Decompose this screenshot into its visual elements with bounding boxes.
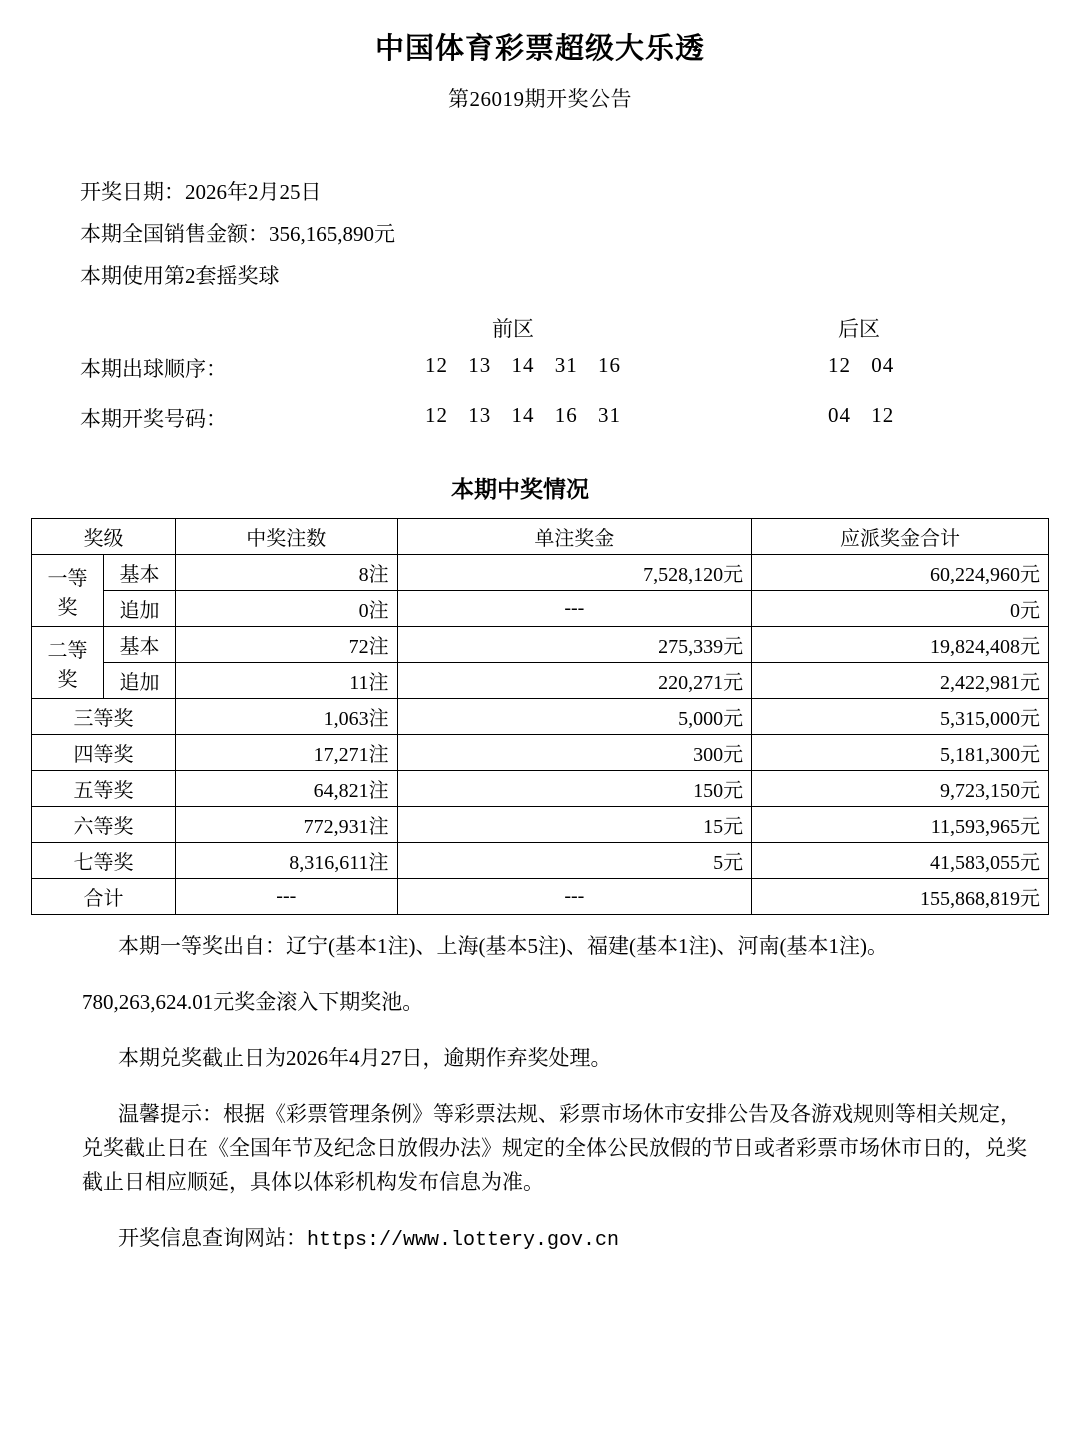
table-row-total bbox=[32, 879, 1049, 915]
table-row bbox=[32, 843, 1049, 879]
prize-total: 0元 bbox=[752, 591, 1049, 627]
column-header-total: 应派奖金合计 bbox=[752, 519, 1049, 555]
prize-level-second: 二等奖 bbox=[32, 627, 104, 699]
prize-total: 5,315,000元 bbox=[752, 699, 1049, 735]
prize-total: 2,422,981元 bbox=[752, 663, 1049, 699]
winning-numbers-label: 本期开奖号码： bbox=[80, 407, 227, 431]
prize-sub-additional: 追加 bbox=[104, 663, 176, 699]
page-subtitle: 第26019期开奖公告 bbox=[448, 87, 632, 111]
prize-count: 772,931注 bbox=[176, 807, 398, 843]
prize-count: --- bbox=[176, 879, 398, 915]
table-row bbox=[32, 771, 1049, 807]
winning-front-numbers bbox=[425, 403, 635, 428]
column-header-count: 中奖注数 bbox=[176, 519, 398, 555]
prize-level-first: 一等奖 bbox=[32, 555, 104, 627]
ball-order-front-2: 13 bbox=[468, 353, 492, 377]
zone-heading-row bbox=[0, 313, 1080, 353]
table-row bbox=[32, 663, 1049, 699]
ball-order-front-5: 16 bbox=[598, 353, 621, 377]
prize-level-third: 三等奖 bbox=[32, 699, 176, 735]
prize-total: 11,593,965元 bbox=[752, 807, 1049, 843]
table-row bbox=[32, 555, 1049, 591]
ball-order-back-numbers bbox=[828, 353, 908, 378]
winning-front-1: 12 bbox=[425, 403, 448, 427]
prize-count: 1,063注 bbox=[176, 699, 398, 735]
notes-block bbox=[40, 929, 1040, 1258]
prize-unit: --- bbox=[397, 879, 752, 915]
ball-order-row bbox=[0, 353, 1080, 403]
winning-front-5: 31 bbox=[598, 403, 621, 427]
warm-tip-note: 温馨提示：根据《彩票管理条例》等彩票法规、彩票市场休市安排公告及各游戏规则等相关规定，兑奖截止日在《全国年节及纪念日放假办法》规定的全体公民放假的节日或者彩票市场休市日的，兑奖截止日相应顺延，具体以体彩机构发布信息为准。 bbox=[82, 1102, 1027, 1194]
prize-unit: 150元 bbox=[397, 771, 752, 807]
winning-front-3: 14 bbox=[511, 403, 535, 427]
table-row bbox=[32, 735, 1049, 771]
website-label: 开奖信息查询网站： bbox=[118, 1226, 307, 1250]
prize-sub-basic: 基本 bbox=[104, 627, 176, 663]
website-note bbox=[40, 1221, 1040, 1258]
table-row bbox=[32, 699, 1049, 735]
table-row bbox=[32, 627, 1049, 663]
table-header-row bbox=[32, 519, 1049, 555]
first-prize-origin-note: 本期一等奖出自：辽宁(基本1注)、上海(基本5注)、福建(基本1注)、河南(基本1注)。 bbox=[118, 934, 888, 958]
prize-total: 60,224,960元 bbox=[752, 555, 1049, 591]
ball-order-front-numbers bbox=[425, 353, 635, 378]
prize-level-fifth: 五等奖 bbox=[32, 771, 176, 807]
winning-front-4: 16 bbox=[554, 403, 578, 427]
prize-count: 8注 bbox=[176, 555, 398, 591]
prize-total: 155,868,819元 bbox=[752, 879, 1049, 915]
prize-total: 9,723,150元 bbox=[752, 771, 1049, 807]
prize-count: 72注 bbox=[176, 627, 398, 663]
prize-level-seventh: 七等奖 bbox=[32, 843, 176, 879]
column-header-unit-prize: 单注奖金 bbox=[397, 519, 752, 555]
prize-total: 41,583,055元 bbox=[752, 843, 1049, 879]
prize-sub-basic: 基本 bbox=[104, 555, 176, 591]
prize-unit: --- bbox=[397, 591, 752, 627]
prize-unit: 7,528,120元 bbox=[397, 555, 752, 591]
draw-date-line: 开奖日期：2026年2月25日 bbox=[80, 180, 322, 204]
prize-unit: 300元 bbox=[397, 735, 752, 771]
prize-table bbox=[31, 518, 1049, 915]
ball-set-line: 本期使用第2套摇奖球 bbox=[80, 264, 280, 288]
winning-front-2: 13 bbox=[468, 403, 492, 427]
back-zone-label: 后区 bbox=[838, 317, 880, 341]
prize-count: 17,271注 bbox=[176, 735, 398, 771]
prize-level-fourth: 四等奖 bbox=[32, 735, 176, 771]
prize-unit: 220,271元 bbox=[397, 663, 752, 699]
prize-sub-additional: 追加 bbox=[104, 591, 176, 627]
prize-section-title: 本期中奖情况 bbox=[451, 477, 589, 502]
ball-order-front-3: 14 bbox=[511, 353, 535, 377]
deadline-note: 本期兑奖截止日为2026年4月27日，逾期作弃奖处理。 bbox=[118, 1046, 612, 1070]
prize-count: 64,821注 bbox=[176, 771, 398, 807]
ball-order-back-1: 12 bbox=[828, 353, 851, 377]
ball-order-back-2: 04 bbox=[871, 353, 895, 377]
ball-order-label: 本期出球顺序： bbox=[80, 357, 227, 381]
prize-count: 0注 bbox=[176, 591, 398, 627]
ball-order-front-1: 12 bbox=[425, 353, 448, 377]
ball-order-front-4: 31 bbox=[554, 353, 578, 377]
winning-back-2: 12 bbox=[871, 403, 895, 427]
meta-block bbox=[0, 171, 1080, 297]
prize-unit: 5元 bbox=[397, 843, 752, 879]
prize-count: 11注 bbox=[176, 663, 398, 699]
national-sales-line: 本期全国销售金额：356,165,890元 bbox=[80, 222, 395, 246]
rollover-note: 780,263,624.01元奖金滚入下期奖池。 bbox=[82, 990, 424, 1014]
winning-back-1: 04 bbox=[828, 403, 851, 427]
prize-total: 5,181,300元 bbox=[752, 735, 1049, 771]
column-header-level: 奖级 bbox=[32, 519, 176, 555]
winning-back-numbers bbox=[828, 403, 908, 428]
lottery-announcement-page bbox=[0, 26, 1080, 1431]
table-row bbox=[32, 807, 1049, 843]
prize-unit: 15元 bbox=[397, 807, 752, 843]
prize-unit: 275,339元 bbox=[397, 627, 752, 663]
prize-count: 8,316,611注 bbox=[176, 843, 398, 879]
page-title: 中国体育彩票超级大乐透 bbox=[374, 33, 705, 65]
winning-numbers-row bbox=[0, 403, 1080, 453]
prize-level-sum: 合计 bbox=[32, 879, 176, 915]
prize-unit: 5,000元 bbox=[397, 699, 752, 735]
prize-level-sixth: 六等奖 bbox=[32, 807, 176, 843]
front-zone-label: 前区 bbox=[492, 317, 534, 341]
table-row bbox=[32, 591, 1049, 627]
prize-total: 19,824,408元 bbox=[752, 627, 1049, 663]
website-url[interactable]: https://www.lottery.gov.cn bbox=[307, 1229, 620, 1252]
